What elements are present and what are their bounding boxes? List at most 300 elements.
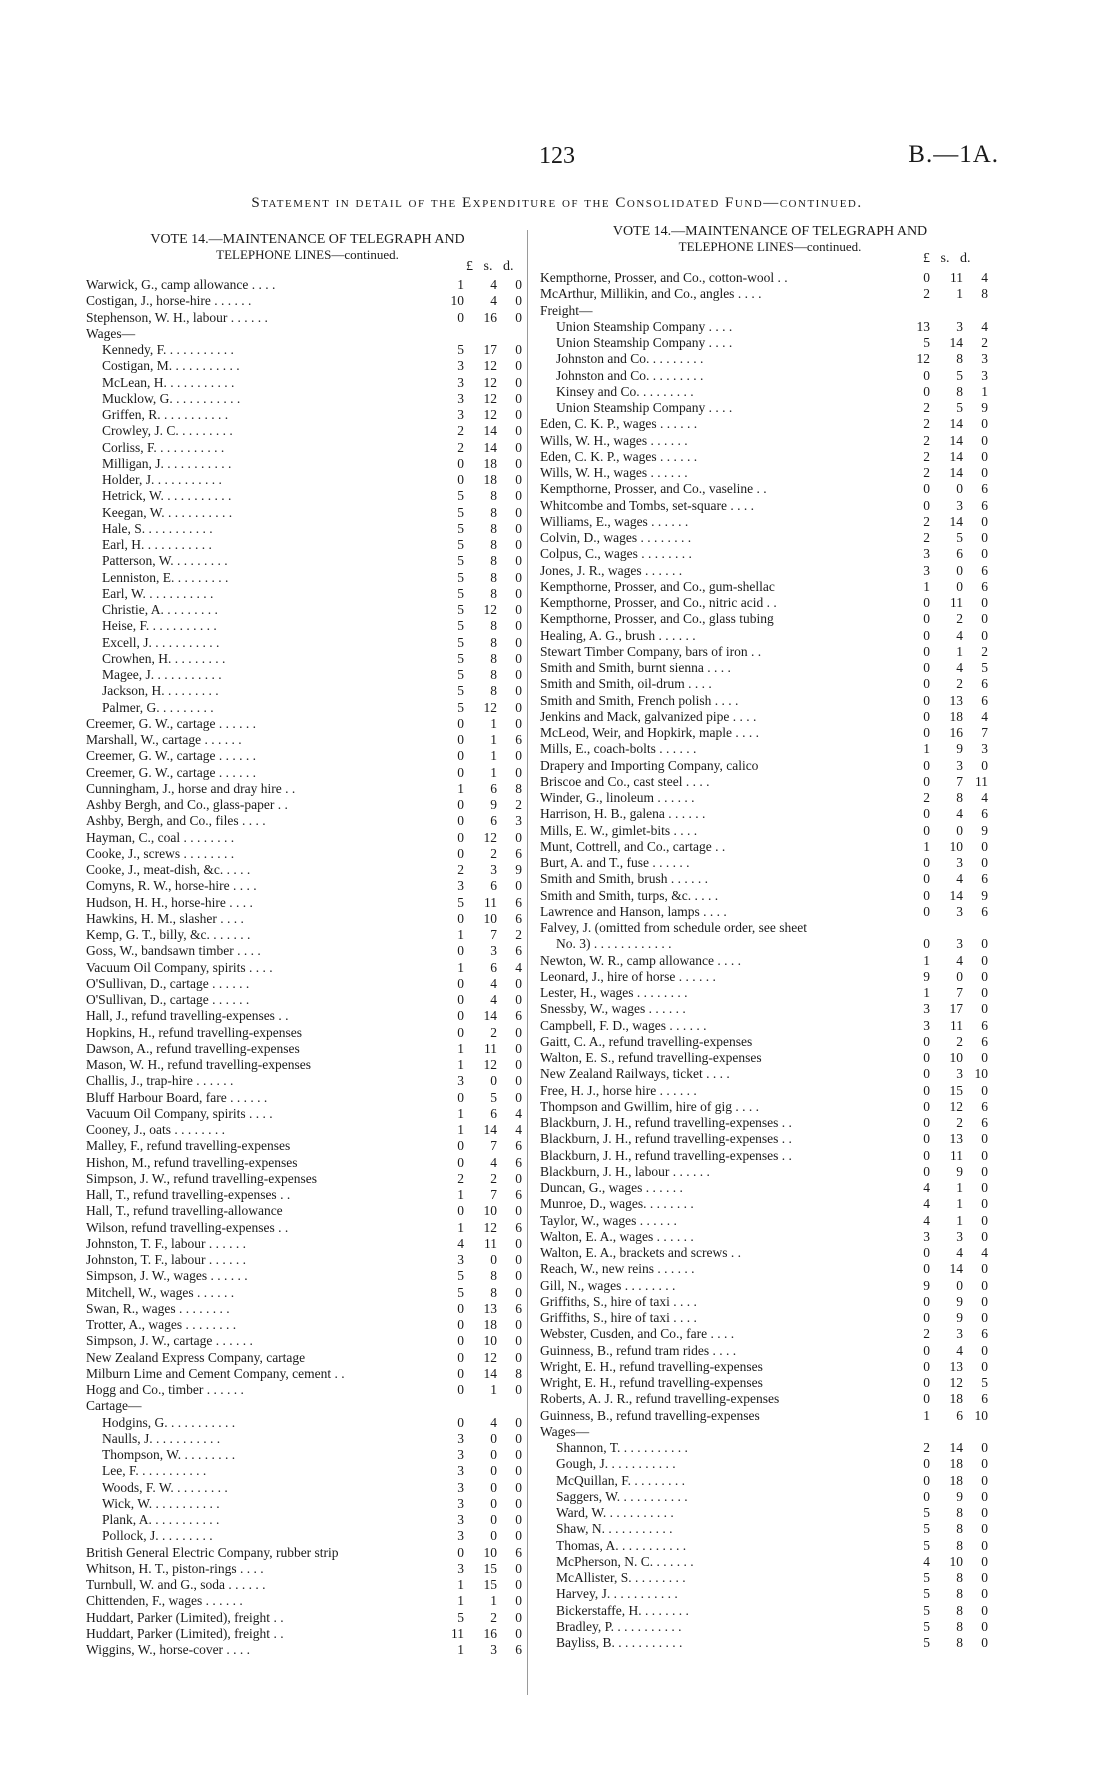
amount-shillings: 8 — [956, 790, 963, 805]
amount-shillings: 2 — [490, 1170, 497, 1186]
amount-pounds: 0 — [923, 936, 930, 952]
amount-pence: 0 — [515, 504, 522, 520]
row-description: Drapery and Importing Company, calico — [540, 757, 759, 773]
amount-pounds: 0 — [457, 943, 464, 959]
amount-pence: 0 — [981, 595, 988, 610]
expenditure-row — [540, 709, 988, 725]
row-description: Thomas, A. . . . . . . . . . . — [556, 1537, 687, 1553]
amount-pence: 0 — [515, 1577, 522, 1592]
amount-pounds: 1 — [457, 1577, 464, 1592]
row-description: Simpson, J. W., refund travelling-expenses — [86, 1170, 317, 1186]
amount-shillings: 17 — [949, 1001, 963, 1017]
amount-shillings: 6 — [490, 780, 497, 796]
amount-pounds: 1 — [457, 1642, 464, 1657]
row-description: Winder, G., linoleum . . . . . . — [540, 790, 695, 805]
amount-pence: 0 — [515, 1593, 522, 1609]
amount-shillings: 4 — [490, 277, 497, 292]
expenditure-row — [540, 595, 988, 611]
amount-pence: 0 — [515, 1057, 522, 1072]
row-description: Heise, F. . . . . . . . . . . — [102, 618, 217, 634]
amount-pounds: 1 — [923, 578, 930, 594]
expenditure-row — [540, 465, 988, 481]
amount-pence: 0 — [981, 1277, 988, 1293]
amount-pounds: 5 — [457, 618, 464, 634]
row-description: Eden, C. K. P., wages . . . . . . — [540, 416, 698, 432]
amount-pence: 6 — [515, 845, 522, 861]
expenditure-row — [86, 570, 522, 586]
amount-pounds: 0 — [457, 472, 464, 487]
row-description: Griffen, R. . . . . . . . . . . — [102, 407, 229, 422]
row-description: Williams, E., wages . . . . . . — [540, 513, 689, 529]
row-description: Stewart Timber Company, bars of iron . . — [540, 643, 762, 659]
row-description: Milligan, J. . . . . . . . . . . — [102, 455, 232, 471]
row-description: Lee, F. . . . . . . . . . . — [102, 1463, 207, 1479]
amount-pounds: 1 — [457, 1057, 464, 1072]
amount-pence: 3 — [981, 351, 988, 367]
amount-shillings: 8 — [490, 504, 497, 520]
row-description: Kempthorne, Prosser, and Co., gum-shellac — [540, 578, 775, 594]
amount-pounds: 5 — [923, 1505, 930, 1520]
amount-pounds: 0 — [457, 975, 464, 991]
amount-pence: 0 — [981, 530, 988, 545]
amount-pence: 0 — [515, 1495, 522, 1511]
expenditure-row — [86, 553, 522, 569]
amount-pounds: 2 — [923, 448, 930, 464]
amount-pence: 0 — [981, 1212, 988, 1228]
expenditure-row — [540, 985, 988, 1001]
amount-pounds: 3 — [457, 358, 464, 374]
amount-shillings: 3 — [956, 1066, 963, 1082]
amount-pounds: 5 — [457, 553, 464, 569]
amount-pence: 0 — [515, 764, 522, 780]
amount-pounds: 5 — [923, 1537, 930, 1553]
amount-pounds: 2 — [457, 439, 464, 455]
expenditure-row — [540, 1619, 988, 1635]
amount-shillings: 12 — [483, 602, 497, 617]
amount-pence: 6 — [981, 497, 988, 513]
amount-pounds: 12 — [916, 351, 930, 367]
row-description: Cooney, J., oats . . . . . . . . — [86, 1122, 225, 1137]
page-number: 123 — [539, 143, 575, 169]
amount-shillings: 1 — [490, 732, 497, 747]
amount-pence: 6 — [981, 1326, 988, 1342]
expenditure-row — [540, 319, 988, 335]
amount-pence: 1 — [981, 383, 988, 399]
amount-pounds: 0 — [923, 1050, 930, 1065]
row-description: Kennedy, F. . . . . . . . . . . — [102, 342, 234, 357]
amount-pence: 0 — [515, 277, 522, 292]
amount-shillings: 4 — [956, 660, 963, 675]
expenditure-row — [86, 1545, 522, 1561]
row-description: Hopkins, H., refund travelling-expenses — [86, 1024, 302, 1040]
amount-shillings: 3 — [490, 862, 497, 877]
expenditure-row — [540, 774, 988, 790]
amount-pence: 0 — [515, 1252, 522, 1267]
amount-pounds: 0 — [923, 611, 930, 627]
amount-pence: 0 — [981, 1180, 988, 1195]
amount-shillings: 12 — [949, 1375, 963, 1390]
amount-pence: 0 — [515, 650, 522, 666]
expenditure-row — [86, 375, 522, 391]
amount-pounds: 2 — [457, 423, 464, 439]
expenditure-row — [540, 1505, 988, 1521]
row-description: Cooke, J., meat-dish, &c. . . . . — [86, 862, 251, 877]
amount-pounds: 1 — [923, 838, 930, 854]
amount-pence: 6 — [515, 894, 522, 910]
right-vote-heading — [540, 224, 1000, 254]
row-description: Ward, W. . . . . . . . . . . — [556, 1505, 674, 1520]
row-description: Simpson, J. W., wages . . . . . . — [86, 1268, 248, 1284]
row-description: Reach, W., new reins . . . . . . — [540, 1261, 695, 1277]
expenditure-row — [540, 676, 988, 692]
amount-pounds: 2 — [923, 1326, 930, 1342]
amount-shillings: 5 — [956, 530, 963, 545]
row-description: Keegan, W. . . . . . . . . . . — [102, 504, 233, 520]
row-description: Freight— — [540, 302, 593, 318]
amount-pence: 0 — [515, 309, 522, 325]
expenditure-row — [86, 293, 522, 309]
amount-shillings: 18 — [483, 455, 497, 471]
amount-pence: 0 — [515, 1625, 522, 1641]
amount-shillings: 1 — [490, 1382, 497, 1397]
amount-shillings: 15 — [483, 1577, 497, 1592]
expenditure-row — [86, 440, 522, 456]
amount-pence: 6 — [981, 676, 988, 692]
amount-pounds: 0 — [457, 1138, 464, 1154]
expenditure-row — [540, 628, 988, 644]
amount-pence: 0 — [515, 390, 522, 406]
amount-pounds: 3 — [923, 546, 930, 562]
amount-pence: 3 — [981, 741, 988, 757]
row-description: Woods, F. W. . . . . . . . . — [102, 1479, 228, 1495]
amount-shillings: 11 — [484, 894, 497, 910]
amount-pounds: 0 — [923, 1082, 930, 1098]
amount-shillings: 0 — [956, 481, 963, 497]
amount-pounds: 3 — [457, 1560, 464, 1576]
amount-pounds: 0 — [923, 1456, 930, 1472]
amount-pence: 0 — [515, 537, 522, 552]
amount-pounds: 0 — [923, 708, 930, 724]
amount-pence: 0 — [981, 1001, 988, 1017]
amount-pence: 0 — [515, 1333, 522, 1349]
amount-pounds: 1 — [457, 959, 464, 975]
amount-shillings: 11 — [484, 1040, 497, 1056]
amount-pounds: 0 — [923, 1261, 930, 1277]
expenditure-row — [540, 384, 988, 400]
row-description: Shaw, N. . . . . . . . . . . — [556, 1521, 673, 1537]
expenditure-row — [86, 716, 522, 732]
expenditure-row — [540, 1473, 988, 1489]
expenditure-row — [86, 1252, 522, 1268]
left-vote-title: VOTE 14.—MAINTENANCE OF TELEGRAPH AND — [150, 232, 465, 247]
amount-pence: 6 — [981, 903, 988, 919]
amount-shillings: 0 — [956, 578, 963, 594]
right-vote-title: VOTE 14.—MAINTENANCE OF TELEGRAPH AND — [612, 224, 928, 239]
row-description: Kempthorne, Prosser, and Co., vaseline . . — [540, 481, 767, 497]
amount-pence: 0 — [981, 1586, 988, 1602]
amount-pounds: 3 — [457, 390, 464, 406]
amount-pounds: 1 — [923, 952, 930, 968]
amount-pounds: 1 — [923, 1407, 930, 1423]
amount-pounds: 0 — [923, 855, 930, 870]
amount-pounds: 2 — [923, 400, 930, 415]
row-description: Milburn Lime and Cement Company, cement . . — [86, 1365, 345, 1381]
amount-pounds: 0 — [923, 676, 930, 692]
amount-pence: 0 — [981, 1342, 988, 1358]
row-description: Wick, W. . . . . . . . . . . — [102, 1495, 220, 1511]
amount-pence: 6 — [515, 910, 522, 926]
amount-pounds: 0 — [923, 822, 930, 838]
amount-pounds: 4 — [923, 1180, 930, 1195]
amount-shillings: 1 — [956, 1180, 963, 1195]
amount-pence: 11 — [975, 773, 988, 789]
amount-shillings: 4 — [956, 806, 963, 822]
row-description: Shannon, T. . . . . . . . . . . — [556, 1440, 688, 1455]
expenditure-row — [86, 1041, 522, 1057]
row-description: Chittenden, F., wages . . . . . . — [86, 1593, 243, 1609]
amount-shillings: 5 — [956, 367, 963, 383]
expenditure-row — [86, 683, 522, 699]
expenditure-row — [540, 823, 988, 839]
amount-shillings: 4 — [490, 992, 497, 1007]
row-description: McLeod, Weir, and Hopkirk, maple . . . . — [540, 725, 759, 740]
amount-pounds: 10 — [450, 293, 464, 309]
expenditure-row — [86, 472, 522, 488]
expenditure-row — [540, 644, 988, 660]
amount-pence: 5 — [981, 1375, 988, 1390]
amount-pence: 0 — [515, 975, 522, 991]
row-description: McQuillan, F. . . . . . . . . — [556, 1472, 686, 1488]
amount-pounds: 4 — [457, 1235, 464, 1251]
row-description: McPherson, N. C. . . . . . . — [556, 1553, 694, 1569]
amount-pounds: 0 — [457, 1349, 464, 1365]
amount-shillings: 14 — [483, 1122, 497, 1137]
amount-pounds: 5 — [457, 1284, 464, 1300]
row-description: Mucklow, G. . . . . . . . . . . — [102, 390, 241, 406]
expenditure-row — [86, 1431, 522, 1447]
expenditure-row — [86, 1220, 522, 1236]
amount-pounds: 3 — [457, 1073, 464, 1089]
row-description: Mason, W. H., refund travelling-expenses — [86, 1057, 311, 1072]
amount-shillings: 8 — [956, 1602, 963, 1618]
amount-pence: 0 — [981, 985, 988, 1000]
row-description: Crowley, J. C. . . . . . . . . — [102, 423, 233, 439]
row-description: No. 3) . . . . . . . . . . . . — [556, 936, 672, 952]
amount-shillings: 13 — [949, 1358, 963, 1374]
amount-shillings: 11 — [950, 270, 963, 285]
expenditure-row — [86, 1025, 522, 1041]
row-description: Union Steamship Company . . . . — [556, 400, 733, 415]
amount-pounds: 3 — [457, 1528, 464, 1544]
amount-pounds: 0 — [457, 797, 464, 812]
row-description: Hawkins, H. M., slasher . . . . — [86, 910, 244, 926]
amount-shillings: 12 — [483, 358, 497, 374]
amount-pence: 0 — [981, 968, 988, 984]
amount-shillings: 7 — [490, 1187, 497, 1202]
amount-shillings: 14 — [949, 416, 963, 432]
expenditure-row — [540, 839, 988, 855]
amount-pounds: 0 — [923, 1472, 930, 1488]
row-description: Walton, E. A., wages . . . . . . — [540, 1228, 694, 1244]
expenditure-row — [540, 546, 988, 562]
amount-pounds: 4 — [923, 1212, 930, 1228]
row-description: Goss, W., bandsawn timber . . . . — [86, 943, 261, 959]
amount-pence: 6 — [515, 1219, 522, 1235]
amount-pence: 0 — [515, 455, 522, 471]
expenditure-row — [86, 423, 522, 439]
amount-pence: 6 — [981, 481, 988, 497]
expenditure-row — [86, 797, 522, 813]
amount-shillings: 8 — [490, 569, 497, 585]
amount-pence: 6 — [515, 943, 522, 959]
amount-shillings: 8 — [956, 351, 963, 367]
amount-shillings: 5 — [956, 400, 963, 415]
amount-pounds: 5 — [457, 585, 464, 601]
row-description: Falvey, J. (omitted from schedule order, see sheet — [540, 920, 808, 935]
expenditure-row — [86, 310, 522, 326]
amount-shillings: 8 — [490, 585, 497, 601]
amount-pence: 6 — [515, 1154, 522, 1170]
amount-shillings: 5 — [490, 1089, 497, 1105]
expenditure-row — [540, 1099, 988, 1115]
row-description: Creemer, G. W., cartage . . . . . . — [86, 715, 257, 731]
row-description: Taylor, W., wages . . . . . . — [540, 1212, 677, 1228]
amount-pounds: 0 — [923, 903, 930, 919]
row-description: Ashby, Bergh, and Co., files . . . . — [86, 813, 266, 829]
amount-pounds: 1 — [457, 927, 464, 942]
amount-pounds: 1 — [457, 1187, 464, 1202]
amount-pounds: 0 — [457, 1024, 464, 1040]
row-description: Munroe, D., wages. . . . . . . . — [540, 1196, 694, 1212]
amount-shillings: 11 — [950, 595, 963, 610]
amount-pounds: 2 — [923, 432, 930, 448]
amount-pence: 6 — [515, 1187, 522, 1202]
row-description: Marshall, W., cartage . . . . . . — [86, 732, 242, 747]
amount-shillings: 12 — [483, 699, 497, 715]
right-currency-header: £ s. d. — [923, 251, 971, 266]
amount-shillings: 4 — [956, 871, 963, 887]
row-description: Smith and Smith, brush . . . . . . — [540, 871, 709, 887]
amount-pence: 4 — [981, 790, 988, 805]
row-description: Walton, E. S., refund travelling-expenses — [540, 1050, 762, 1065]
amount-pence: 0 — [515, 1430, 522, 1446]
amount-pence: 0 — [981, 838, 988, 854]
row-description: Cartage— — [86, 1398, 142, 1414]
expenditure-row — [86, 748, 522, 764]
expenditure-row — [86, 1512, 522, 1528]
expenditure-row — [540, 433, 988, 449]
row-description: Vacuum Oil Company, spirits . . . . — [86, 959, 273, 975]
expenditure-row — [540, 660, 988, 676]
amount-pence: 0 — [981, 1147, 988, 1163]
expenditure-row — [540, 368, 988, 384]
amount-pence: 6 — [981, 1098, 988, 1114]
row-description: McArthur, Millikin, and Co., angles . . . . — [540, 286, 762, 302]
amount-shillings: 2 — [956, 611, 963, 627]
row-description: Gill, N., wages . . . . . . . . — [540, 1277, 676, 1293]
expenditure-row — [86, 277, 522, 293]
expenditure-row — [86, 1268, 522, 1284]
left-vote-subtitle: TELEPHONE LINES—continued. — [216, 247, 399, 262]
amount-pence: 0 — [515, 992, 522, 1007]
amount-shillings: 17 — [483, 342, 497, 357]
row-description: Smith and Smith, turps, &c. . . . . — [540, 887, 719, 903]
amount-pounds: 0 — [457, 748, 464, 764]
amount-pence: 0 — [515, 1203, 522, 1219]
amount-pounds: 5 — [923, 1635, 930, 1650]
amount-shillings: 10 — [483, 1544, 497, 1560]
amount-pounds: 0 — [923, 1375, 930, 1390]
expenditure-row — [86, 1593, 522, 1609]
row-description: Hale, S. . . . . . . . . . . — [102, 520, 213, 536]
amount-shillings: 8 — [490, 537, 497, 552]
amount-shillings: 8 — [490, 520, 497, 536]
amount-pounds: 5 — [457, 894, 464, 910]
expenditure-row — [540, 1326, 988, 1342]
amount-pence: 4 — [515, 1122, 522, 1137]
expenditure-row — [86, 505, 522, 521]
amount-pounds: 13 — [916, 318, 930, 334]
amount-pence: 0 — [515, 1024, 522, 1040]
row-description: Crowhen, H. . . . . . . . . — [102, 650, 226, 666]
row-description: Hayman, C., coal . . . . . . . . — [86, 829, 235, 845]
amount-shillings: 12 — [483, 829, 497, 845]
expenditure-row — [540, 725, 988, 741]
row-description: Palmer, G. . . . . . . . . — [102, 699, 214, 715]
amount-shillings: 8 — [490, 618, 497, 634]
amount-shillings: 14 — [949, 335, 963, 350]
amount-shillings: 18 — [949, 1456, 963, 1472]
amount-pounds: 1 — [457, 277, 464, 292]
row-description: Blackburn, J. H., refund travelling-expenses . . — [540, 1147, 792, 1163]
expenditure-row — [540, 303, 988, 319]
amount-pence: 0 — [515, 585, 522, 601]
amount-shillings: 0 — [490, 1495, 497, 1511]
amount-pence: 0 — [515, 423, 522, 439]
amount-pounds: 5 — [923, 1586, 930, 1602]
amount-shillings: 12 — [483, 390, 497, 406]
amount-pence: 0 — [981, 952, 988, 968]
amount-pounds: 0 — [457, 1300, 464, 1316]
amount-pence: 0 — [981, 1310, 988, 1325]
amount-shillings: 0 — [490, 1252, 497, 1267]
amount-pence: 9 — [981, 400, 988, 415]
expenditure-row — [540, 953, 988, 969]
amount-pence: 0 — [515, 1382, 522, 1397]
amount-shillings: 8 — [956, 1521, 963, 1537]
amount-shillings: 1 — [956, 1196, 963, 1212]
amount-pounds: 2 — [923, 530, 930, 545]
row-description: Free, H. J., horse hire . . . . . . — [540, 1082, 697, 1098]
amount-shillings: 14 — [949, 887, 963, 903]
amount-pounds: 1 — [923, 741, 930, 757]
amount-shillings: 0 — [956, 822, 963, 838]
amount-pounds: 0 — [457, 764, 464, 780]
expenditure-row — [540, 1066, 988, 1082]
amount-pence: 4 — [981, 708, 988, 724]
row-description: Creemer, G. W., cartage . . . . . . — [86, 748, 257, 764]
amount-shillings: 14 — [949, 448, 963, 464]
amount-shillings: 0 — [956, 968, 963, 984]
amount-pence: 6 — [515, 1642, 522, 1657]
amount-shillings: 13 — [949, 692, 963, 708]
expenditure-row — [86, 1333, 522, 1349]
expenditure-row — [86, 1577, 522, 1593]
amount-pence: 0 — [981, 1358, 988, 1374]
expenditure-row — [540, 1424, 988, 1440]
row-description: Hishon, M., refund travelling-expenses — [86, 1154, 298, 1170]
amount-shillings: 16 — [949, 725, 963, 740]
